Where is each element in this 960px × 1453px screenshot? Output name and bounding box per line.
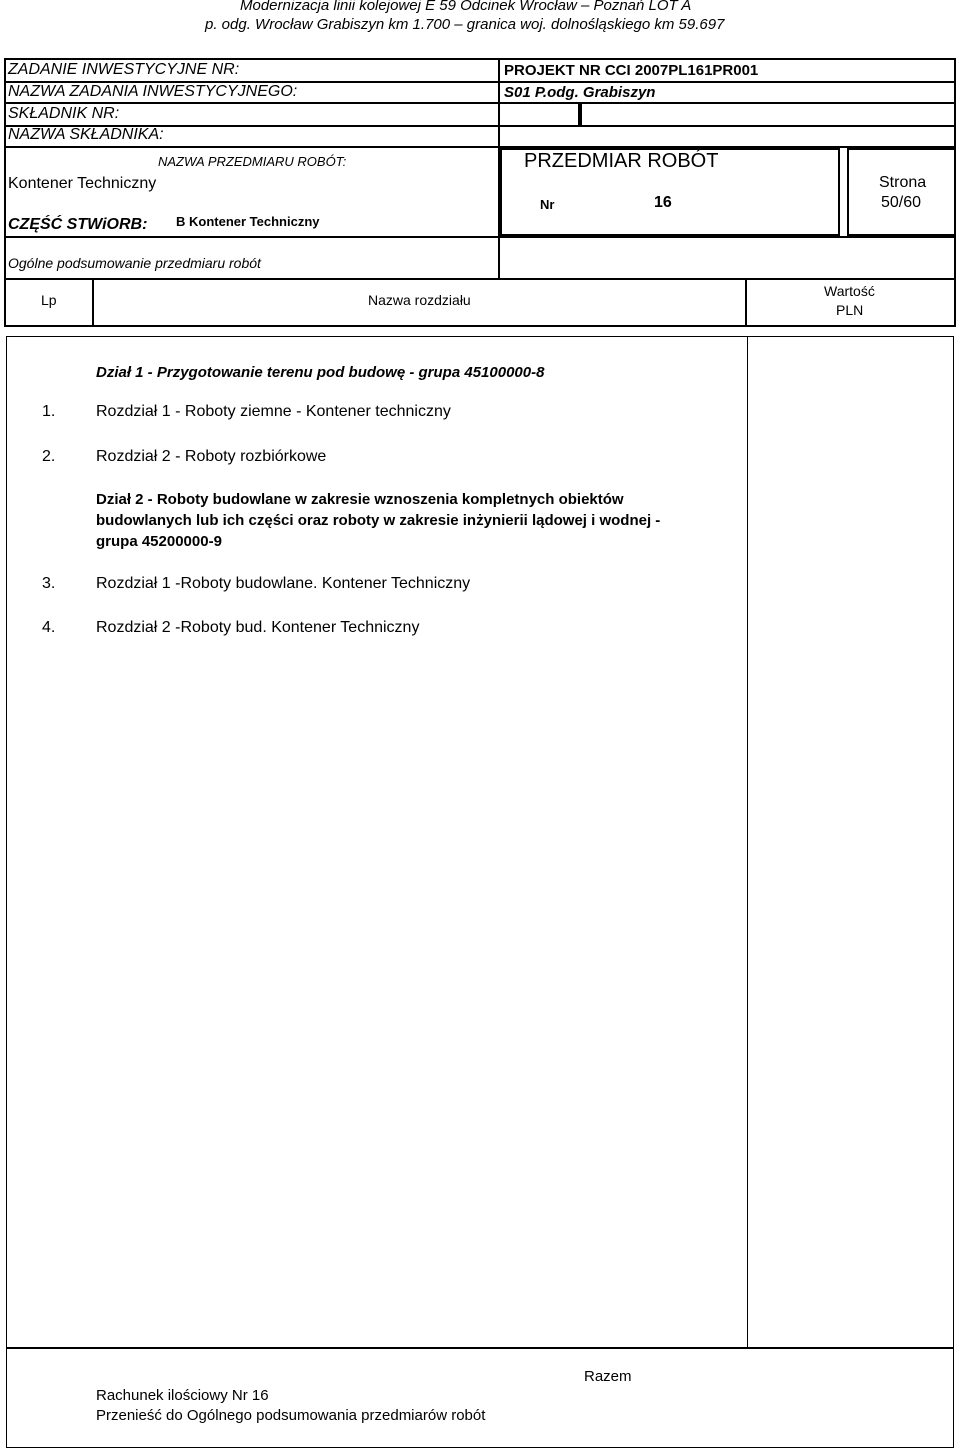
nazwa-przedmiaru-label: NAZWA PRZEDMIARU ROBÓT: (158, 154, 347, 169)
nr-label: Nr (540, 197, 555, 212)
dzial2-heading-line1: Dział 2 - Roboty budowlane w zakresie wznoszenia kompletnych obiektów (96, 491, 624, 508)
row-2-lp: 2. (42, 448, 56, 465)
dzial2-heading-line2: budowlanych lub ich części oraz roboty w zakresie inżynierii lądowej i wodnej - (96, 512, 661, 529)
summary-title: Ogólne podsumowanie przedmiaru robót (8, 255, 261, 271)
projekt-value: PROJEKT NR CCI 2007PL161PR001 (504, 62, 759, 79)
czesc-label: CZĘŚĆ STWiORB: (8, 216, 148, 233)
razem-label: Razem (584, 1368, 632, 1385)
skladnik-label: SKŁADNIK NR: (8, 105, 120, 122)
col-pln-header: PLN (836, 302, 864, 318)
nazwa-skladnika-label: NAZWA SKŁADNIKA: (8, 126, 164, 143)
strona-label: Strona (879, 174, 927, 191)
nr-value: 16 (654, 194, 672, 211)
row-4-name: Rozdział 2 -Roboty bud. Kontener Techniczny (96, 619, 420, 636)
s01-value: S01 P.odg. Grabiszyn (504, 84, 656, 101)
row-3-lp: 3. (42, 575, 56, 592)
przedmiar-title: PRZEDMIAR ROBÓT (524, 150, 719, 172)
przenies-label: Przenieść do Ogólnego podsumowania przedmiarów robót (96, 1407, 486, 1424)
project-title-line2: p. odg. Wrocław Grabiszyn km 1.700 – granica woj. dolnośląskiego km 59.697 (205, 16, 725, 33)
table-body-frame (6, 336, 954, 1348)
strona-value: 50/60 (881, 194, 922, 211)
project-title-line1: Modernizacja linii kolejowej E 59 Odcinek Wrocław – Poznań LOT A (240, 0, 692, 14)
col-nazwa-header: Nazwa rozdziału (368, 292, 471, 308)
row-3-name: Rozdział 1 -Roboty budowlane. Kontener Techniczny (96, 575, 471, 592)
dzial1-heading: Dział 1 - Przygotowanie terenu pod budowę - grupa 45100000-8 (96, 364, 545, 381)
rachunek-label: Rachunek ilościowy Nr 16 (96, 1387, 269, 1404)
dzial2-heading-line3: grupa 45200000-9 (96, 533, 222, 550)
row-2-name: Rozdział 2 - Roboty rozbiórkowe (96, 448, 327, 465)
row-1-name: Rozdział 1 - Roboty ziemne - Kontener techniczny (96, 403, 451, 420)
row-1-lp: 1. (42, 403, 56, 420)
field-marker (578, 104, 582, 125)
nazwa-przedmiaru-value: Kontener Techniczny (8, 175, 157, 192)
nazwa-zadania-label: NAZWA ZADANIA INWESTYCYJNEGO: (8, 83, 298, 100)
col-wartosc-header: Wartość (824, 283, 875, 299)
czesc-value: B Kontener Techniczny (176, 214, 320, 229)
row-4-lp: 4. (42, 619, 56, 636)
col-lp-header: Lp (41, 292, 57, 308)
zadanie-label: ZADANIE INWESTYCYJNE NR: (8, 61, 240, 78)
strona-box (847, 148, 956, 236)
